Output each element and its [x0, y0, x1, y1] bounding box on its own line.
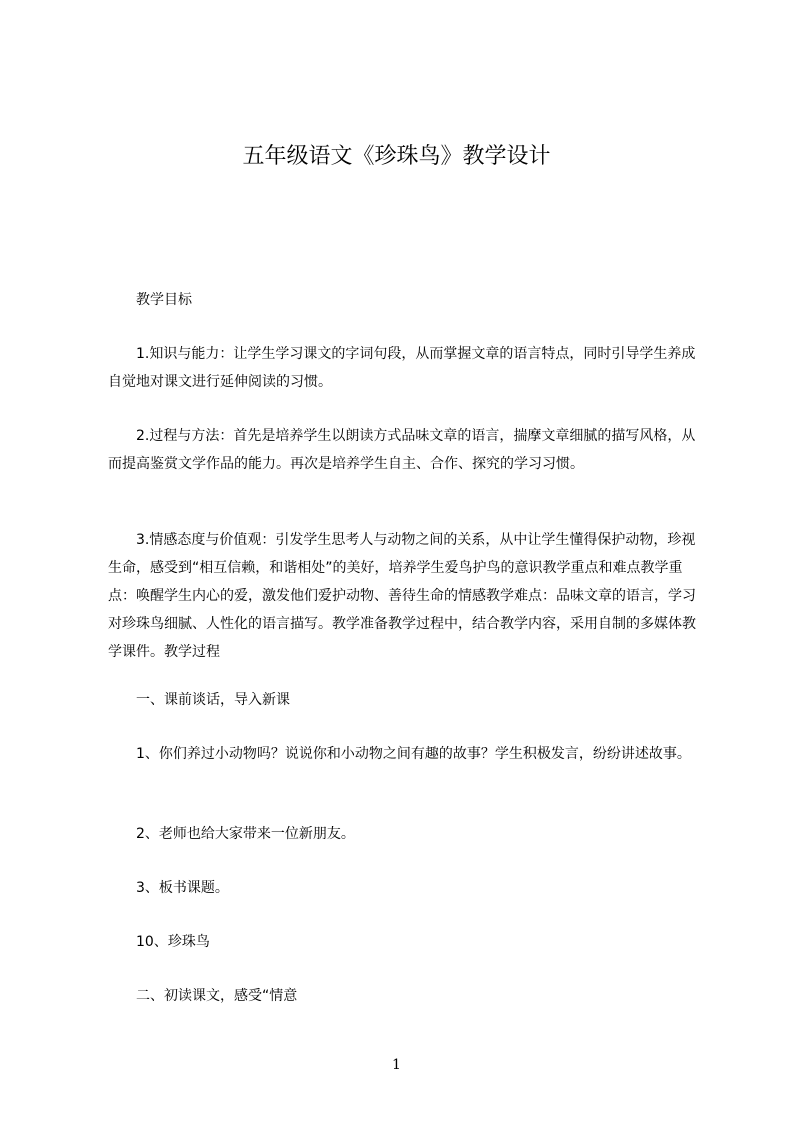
page-number: 1	[392, 1057, 401, 1073]
paragraph-step-2: 2、老师也给大家带来一位新朋友。	[136, 826, 355, 842]
section-heading-teaching-goals: 教学目标	[136, 292, 192, 308]
document-title: 五年级语文《珍珠鸟》教学设计	[242, 144, 551, 169]
paragraph-lesson-title: 10、珍珠鸟	[136, 934, 210, 950]
paragraph-step-1: 1、你们养过小动物吗？说说你和小动物之间有趣的故事？学生积极发言，纷纷讲述故事。	[136, 746, 691, 762]
section-heading-pre-class: 一、课前谈话，导入新课	[136, 692, 290, 708]
paragraph-goal-emotion: 3.情感态度与价值观：引发学生思考人与动物之间的关系，从中让学生懂得保护动物，珍视生命，感受到“相互信赖，和谐相处”的美好，培养学生爱鸟护鸟的意识教学重点和难点教学重点：唤醒学生内心的爱，激发他们爱护动物、善待生命的情感教学难点：品味文章的语言，学习对珍珠鸟细腻、人性化的语言描写。教学准备教学过程中，结合教学内容，采用自制的多媒体教学课件。教学过程	[108, 532, 696, 660]
paragraph-goal-knowledge: 1.知识与能力：让学生学习课文的字词句段，从而掌握文章的语言特点，同时引导学生养成自觉地对课文进行延伸阅读的习惯。	[108, 346, 696, 390]
section-heading-first-reading: 二、初读课文，感受“情意	[136, 988, 298, 1004]
paragraph-goal-process: 2.过程与方法：首先是培养学生以朗读方式品味文章的语言，揣摩文章细腻的描写风格，从而提高鉴赏文学作品的能力。再次是培养学生自主、合作、探究的学习习惯。	[108, 428, 696, 472]
paragraph-step-3: 3、板书课题。	[136, 880, 229, 896]
